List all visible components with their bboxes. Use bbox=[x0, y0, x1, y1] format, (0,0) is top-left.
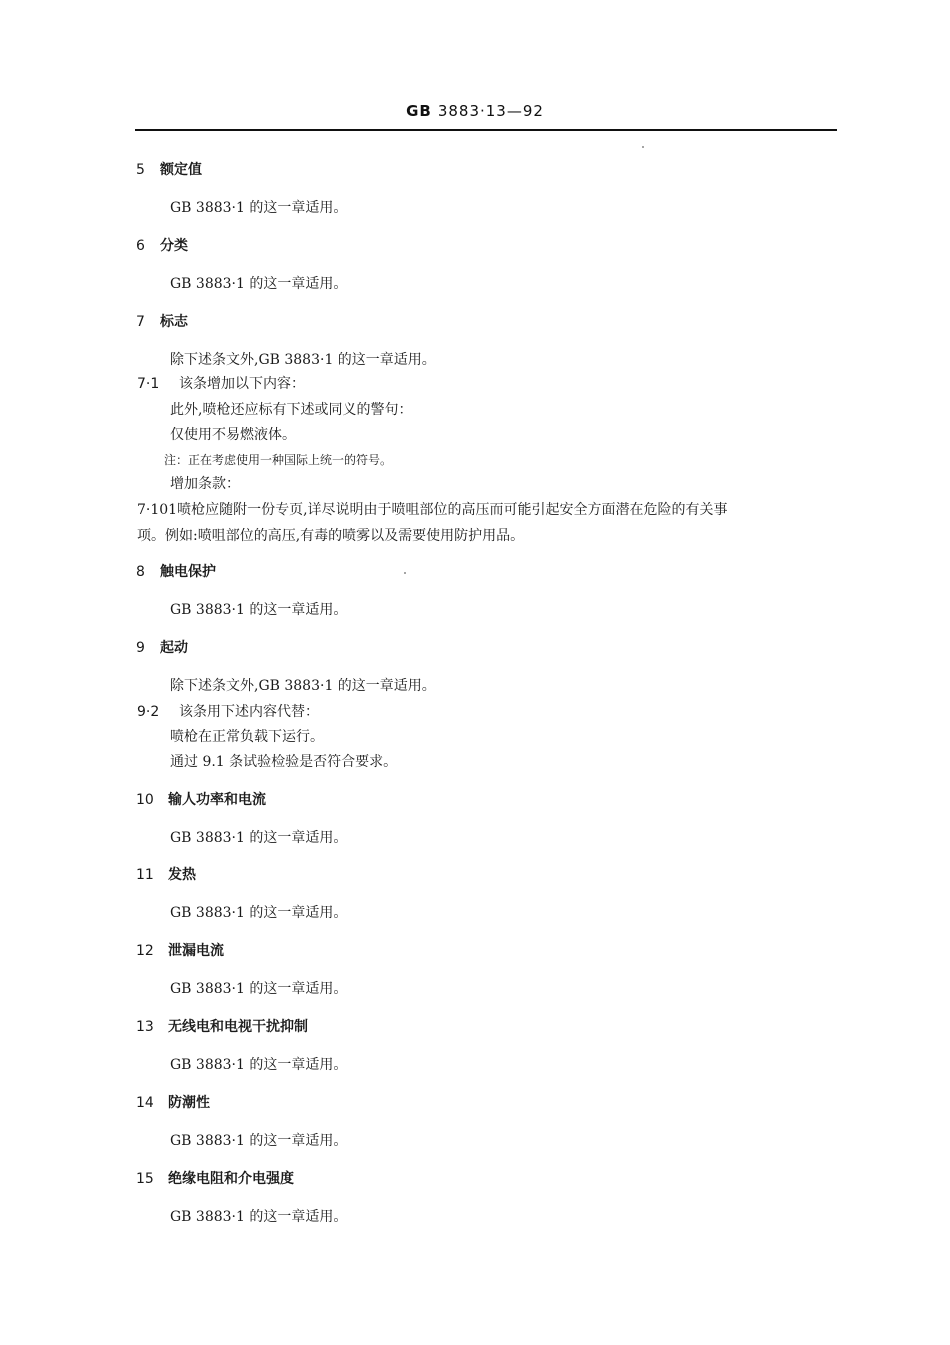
section-body: GB 3883·1 的这一章适用。 bbox=[170, 1057, 348, 1073]
clause-line: 此外,喷枪还应标有下述或同义的警句： bbox=[170, 402, 413, 418]
section-body: GB 3883·1 的这一章适用。 bbox=[170, 981, 348, 997]
section-body: GB 3883·1 的这一章适用。 bbox=[170, 830, 348, 846]
section-body: 除下述条文外,GB 3883·1 的这一章适用。 bbox=[170, 678, 436, 694]
section-body: GB 3883·1 的这一章适用。 bbox=[170, 905, 348, 921]
note: 注：正在考虑使用一种国际上统一的符号。 bbox=[164, 453, 393, 467]
clause-line: 喷枪在正常负载下运行。 bbox=[170, 729, 324, 745]
section-body: GB 3883·1 的这一章适用。 bbox=[170, 276, 348, 292]
section-heading: 11 发热 bbox=[136, 867, 196, 883]
section-heading: 6 分类 bbox=[136, 238, 188, 254]
section-heading: 7 标志 bbox=[136, 314, 188, 330]
clause-line: 项。例如:喷咀部位的高压,有毒的喷雾以及需要使用防护用品。 bbox=[137, 528, 525, 544]
section-body: 除下述条文外,GB 3883·1 的这一章适用。 bbox=[170, 352, 436, 368]
section-heading: 8 触电保护 bbox=[136, 564, 216, 580]
clause-line: 仅使用不易燃液体。 bbox=[170, 427, 296, 443]
standard-code: 3883·13—92 bbox=[437, 102, 544, 120]
section-body: GB 3883·1 的这一章适用。 bbox=[170, 1133, 348, 1149]
standard-prefix: GB bbox=[406, 102, 432, 120]
clause-line: 通过 9.1 条试验检验是否符合要求。 bbox=[170, 754, 398, 770]
page-header bbox=[0, 102, 950, 120]
section-heading: 13 无线电和电视干扰抑制 bbox=[136, 1019, 308, 1035]
scan-speck bbox=[404, 572, 406, 574]
clause-9-2: 9·2 该条用下述内容代替： bbox=[137, 704, 319, 720]
section-heading: 15 绝缘电阻和介电强度 bbox=[136, 1171, 294, 1187]
section-body: GB 3883·1 的这一章适用。 bbox=[170, 200, 348, 216]
clause-7-1: 7·1 该条增加以下内容： bbox=[137, 376, 305, 392]
clause-line: 增加条款： bbox=[170, 476, 240, 492]
header-rule bbox=[135, 129, 837, 131]
section-heading: 5 额定值 bbox=[136, 162, 202, 178]
section-heading: 14 防潮性 bbox=[136, 1095, 210, 1111]
section-heading: 9 起动 bbox=[136, 640, 188, 656]
clause-7-101: 7·101喷枪应随附一份专页,详尽说明由于喷咀部位的高压而可能引起安全方面潜在危险的有关事 bbox=[137, 502, 728, 518]
section-body: GB 3883·1 的这一章适用。 bbox=[170, 602, 348, 618]
section-heading: 12 泄漏电流 bbox=[136, 943, 224, 959]
scan-speck bbox=[642, 146, 644, 148]
section-heading: 10 输人功率和电流 bbox=[136, 792, 266, 808]
section-body: GB 3883·1 的这一章适用。 bbox=[170, 1209, 348, 1225]
